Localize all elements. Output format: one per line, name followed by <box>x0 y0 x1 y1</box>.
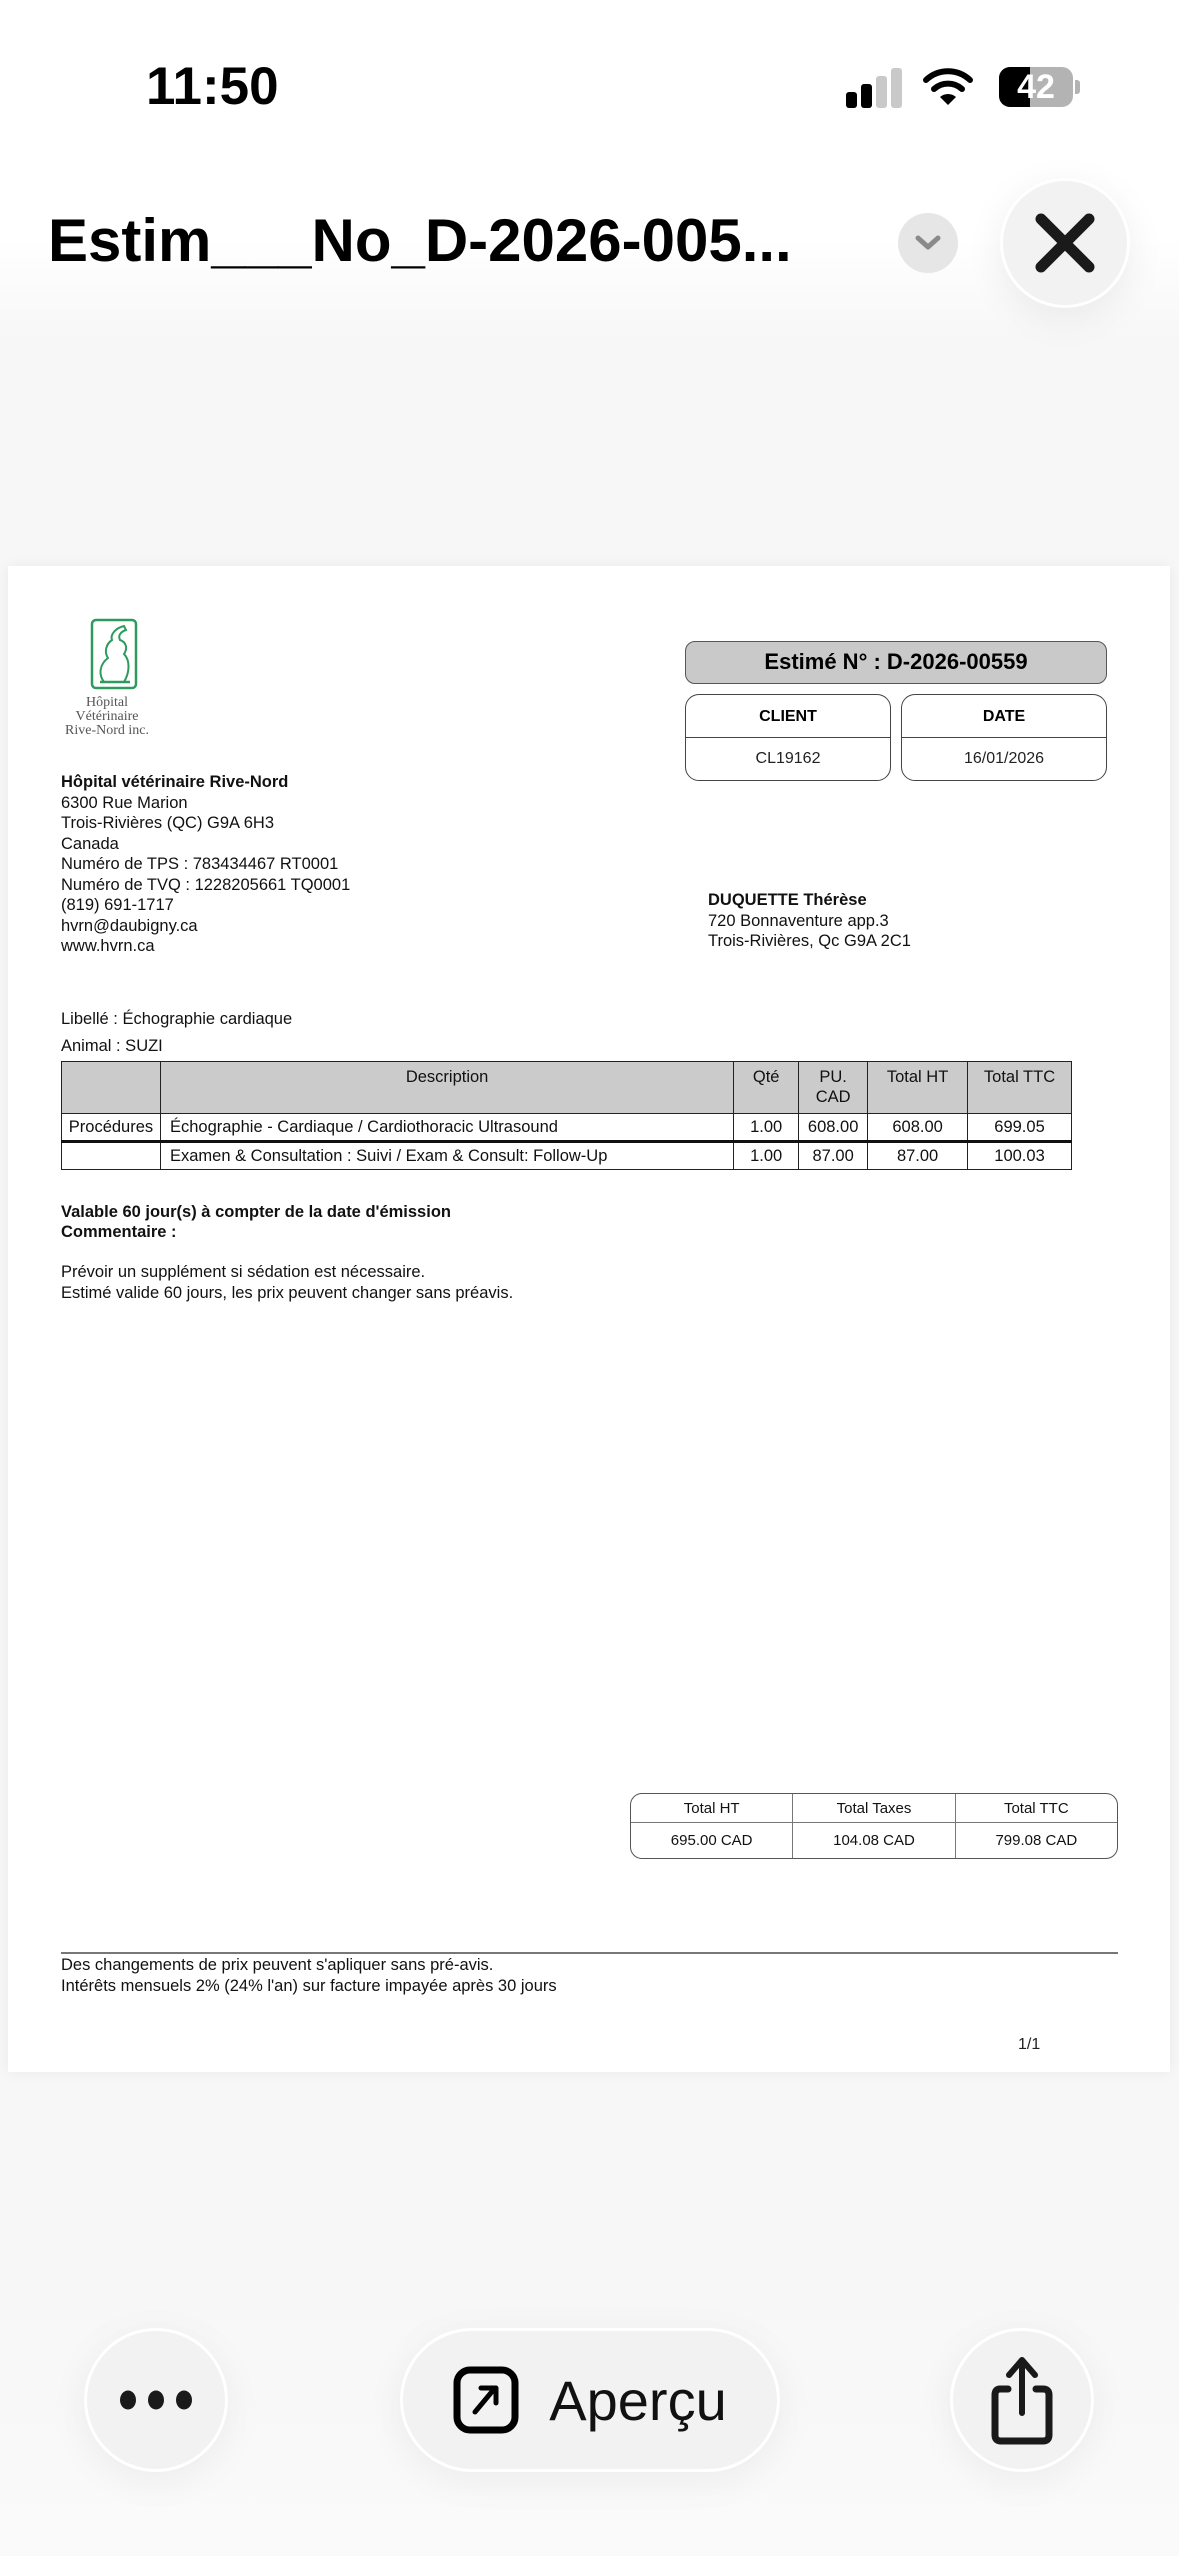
preview-label: Aperçu <box>549 2368 727 2432</box>
total-ttc-label: Total TTC <box>956 1794 1117 1823</box>
client-city: Trois-Rivières, Qc G9A 2C1 <box>708 932 911 950</box>
footer-line: Intérêts mensuels 2% (24% l'an) sur facture impayée après 30 jours <box>61 1976 557 1995</box>
clinic-email[interactable]: hvrn@daubigny.ca <box>61 916 198 935</box>
cell-unit-price: 87.00 <box>799 1142 868 1170</box>
total-ttc-column <box>956 1794 1117 1858</box>
client-address <box>708 890 911 952</box>
logo-text <box>52 696 162 738</box>
close-button[interactable] <box>1000 178 1130 308</box>
document-title: Estim___No_D-2026-005... <box>48 207 792 274</box>
client-street: 720 Bonnaventure app.3 <box>708 911 889 930</box>
unit-price-header-line: CAD <box>815 1088 851 1106</box>
date-box <box>901 694 1107 781</box>
signal-icon <box>846 68 906 108</box>
open-external-icon <box>453 2366 519 2434</box>
estimate-number: Estimé N° : D-2026-00559 <box>685 641 1107 684</box>
close-icon <box>1033 211 1097 275</box>
validity-text: Valable 60 jour(s) à compter de la date d'émission <box>61 1203 451 1221</box>
total-ht-column <box>631 1794 793 1858</box>
total-taxes-column <box>793 1794 955 1858</box>
chevron-down-icon <box>914 234 942 252</box>
status-time: 11:50 <box>146 57 279 116</box>
cell-qty: 1.00 <box>734 1142 799 1170</box>
battery-percent: 42 <box>1017 68 1055 106</box>
client-name: DUQUETTE Thérèse <box>708 891 867 909</box>
cell-qty: 1.00 <box>734 1114 799 1142</box>
totals-box <box>630 1793 1118 1859</box>
validity-block <box>61 1202 451 1242</box>
estimate-subject <box>61 1006 292 1060</box>
cat-logo-icon <box>90 618 138 690</box>
unit-price-header-line: PU. <box>819 1068 847 1086</box>
comment-label: Commentaire : <box>61 1223 177 1241</box>
document-page <box>8 566 1170 2072</box>
footer-divider <box>61 1952 1118 1954</box>
comment-line: Prévoir un supplément si sédation est nécessaire. <box>61 1263 426 1281</box>
page-number: 1/1 <box>1018 2036 1041 2053</box>
table-row <box>62 1114 1072 1142</box>
cell-unit-price: 608.00 <box>799 1114 868 1142</box>
more-icon <box>118 2390 194 2410</box>
date-label: DATE <box>902 695 1106 738</box>
title-menu-button[interactable] <box>898 213 958 273</box>
footer-notes <box>61 1955 557 1996</box>
column-header-qty: Qté <box>734 1062 799 1114</box>
logo-text-line: Hôpital <box>86 695 128 710</box>
date-value: 16/01/2026 <box>963 750 1045 767</box>
client-value: CL19162 <box>755 750 821 767</box>
comment-block <box>61 1262 513 1303</box>
comment-line: Estimé valide 60 jours, les prix peuvent changer sans préavis. <box>61 1283 514 1302</box>
items-table <box>61 1061 1072 1170</box>
preview-button[interactable] <box>400 2328 780 2472</box>
total-taxes-value: 104.08 CAD <box>833 1832 915 1849</box>
wifi-icon <box>923 66 973 108</box>
total-ht-label: Total HT <box>631 1794 792 1823</box>
battery-tip <box>1075 80 1080 94</box>
footer-line: Des changements de prix peuvent s'apliquer sans pré-avis. <box>61 1956 494 1974</box>
clinic-tps: Numéro de TPS : 783434467 RT0001 <box>61 855 339 873</box>
clinic-country: Canada <box>61 834 119 853</box>
share-icon <box>990 2355 1054 2445</box>
cell-description: Examen & Consultation : Suivi / Exam & Consult: Follow-Up <box>160 1142 733 1170</box>
clinic-tvq: Numéro de TVQ : 1228205661 TQ0001 <box>61 875 351 894</box>
table-header-row <box>62 1062 1072 1114</box>
clinic-website[interactable]: www.hvrn.ca <box>61 937 155 955</box>
clinic-info <box>61 772 350 957</box>
animal: Animal : SUZI <box>61 1037 163 1055</box>
clinic-city: Trois-Rivières (QC) G9A 6H3 <box>61 814 275 832</box>
logo-text-line: Vétérinaire <box>75 709 139 724</box>
table-row <box>62 1142 1072 1170</box>
total-ht-value: 695.00 CAD <box>670 1832 753 1849</box>
cell-total-ttc: 699.05 <box>968 1114 1072 1142</box>
top-background <box>0 0 1179 340</box>
more-button[interactable] <box>84 2328 228 2472</box>
clinic-address-line: 6300 Rue Marion <box>61 793 188 812</box>
client-label: CLIENT <box>686 695 890 738</box>
cell-total-ht: 87.00 <box>868 1142 968 1170</box>
column-header-total-ht: Total HT <box>868 1062 968 1114</box>
total-taxes-label: Total Taxes <box>793 1794 954 1823</box>
column-header-unit-price <box>799 1062 868 1114</box>
libelle: Libellé : Échographie cardiaque <box>61 1010 293 1028</box>
cell-description: Échographie - Cardiaque / Cardiothoracic Ultrasound <box>160 1114 733 1142</box>
clinic-logo <box>60 618 160 738</box>
column-header-category <box>62 1062 161 1114</box>
cell-category <box>62 1142 161 1170</box>
column-header-description: Description <box>160 1062 733 1114</box>
column-header-total-ttc: Total TTC <box>968 1062 1072 1114</box>
cell-total-ht: 608.00 <box>868 1114 968 1142</box>
clinic-phone: (819) 691-1717 <box>61 896 174 914</box>
total-ttc-value: 799.08 CAD <box>995 1832 1078 1849</box>
cell-category: Procédures <box>62 1114 161 1142</box>
share-button[interactable] <box>950 2328 1094 2472</box>
logo-text-line: Rive-Nord inc. <box>65 723 149 738</box>
clinic-name: Hôpital vétérinaire Rive-Nord <box>61 773 289 791</box>
battery-icon <box>999 67 1073 107</box>
client-box <box>685 694 891 781</box>
cell-total-ttc: 100.03 <box>968 1142 1072 1170</box>
